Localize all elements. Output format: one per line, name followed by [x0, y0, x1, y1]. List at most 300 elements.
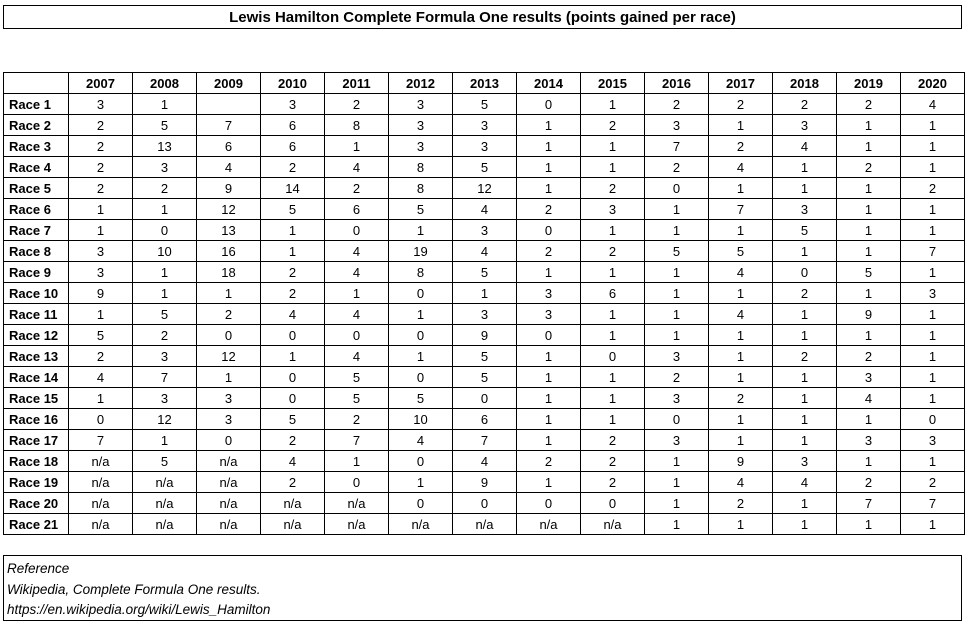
points-cell: 1: [517, 409, 581, 430]
points-cell: 3: [389, 136, 453, 157]
points-cell: 0: [197, 430, 261, 451]
points-cell: 1: [325, 451, 389, 472]
points-cell: 1: [901, 157, 965, 178]
points-cell: 0: [645, 178, 709, 199]
year-header: 2015: [581, 73, 645, 94]
points-cell: 10: [389, 409, 453, 430]
points-cell: 0: [133, 220, 197, 241]
points-cell: 1: [773, 493, 837, 514]
points-cell: 1: [645, 220, 709, 241]
points-cell: 1: [773, 430, 837, 451]
points-cell: 4: [389, 430, 453, 451]
points-cell: 0: [389, 493, 453, 514]
points-cell: 0: [389, 325, 453, 346]
points-cell: 5: [133, 451, 197, 472]
race-label: Race 9: [4, 262, 69, 283]
points-cell: 0: [389, 451, 453, 472]
points-cell: 1: [517, 157, 581, 178]
race-label: Race 5: [4, 178, 69, 199]
points-cell: 3: [389, 94, 453, 115]
points-cell: 2: [517, 451, 581, 472]
points-cell: 4: [773, 136, 837, 157]
points-cell: 9: [837, 304, 901, 325]
points-cell: 2: [261, 262, 325, 283]
points-cell: 2: [837, 94, 901, 115]
table-row: [4, 283, 965, 304]
points-cell: 1: [901, 220, 965, 241]
points-cell: 1: [197, 367, 261, 388]
points-cell: 1: [645, 325, 709, 346]
points-cell: 1: [517, 472, 581, 493]
points-cell: 2: [709, 136, 773, 157]
year-header: 2012: [389, 73, 453, 94]
points-cell: 5: [261, 199, 325, 220]
table-row: [4, 157, 965, 178]
year-header: 2014: [517, 73, 581, 94]
points-cell: 3: [453, 115, 517, 136]
points-cell: 2: [773, 346, 837, 367]
points-cell: 2: [325, 94, 389, 115]
points-cell: 3: [773, 199, 837, 220]
points-cell: 3: [69, 241, 133, 262]
points-cell: 16: [197, 241, 261, 262]
points-cell: 3: [133, 346, 197, 367]
points-cell: 1: [581, 136, 645, 157]
points-cell: 1: [581, 325, 645, 346]
points-cell: 1: [837, 283, 901, 304]
table-row: [4, 220, 965, 241]
points-cell: 1: [773, 325, 837, 346]
points-cell: 13: [197, 220, 261, 241]
points-cell: 2: [773, 283, 837, 304]
points-cell: 2: [709, 388, 773, 409]
points-cell: 1: [773, 178, 837, 199]
points-cell: 5: [645, 241, 709, 262]
points-cell: 13: [133, 136, 197, 157]
points-cell: 2: [581, 430, 645, 451]
points-cell: 3: [389, 115, 453, 136]
table-row: [4, 199, 965, 220]
points-cell: 2: [581, 241, 645, 262]
points-cell: 1: [581, 262, 645, 283]
points-cell: 8: [389, 262, 453, 283]
points-cell: 2: [197, 304, 261, 325]
points-cell: 4: [453, 451, 517, 472]
points-cell: 2: [517, 199, 581, 220]
table-row: [4, 430, 965, 451]
points-cell: n/a: [69, 451, 133, 472]
points-cell: 5: [69, 325, 133, 346]
points-cell: 1: [581, 220, 645, 241]
points-cell: n/a: [389, 514, 453, 535]
year-header: 2013: [453, 73, 517, 94]
points-cell: 1: [645, 451, 709, 472]
race-label: Race 17: [4, 430, 69, 451]
points-cell: 2: [325, 409, 389, 430]
points-cell: 2: [69, 178, 133, 199]
year-header: 2008: [133, 73, 197, 94]
points-cell: 6: [261, 136, 325, 157]
points-cell: 1: [517, 178, 581, 199]
table-row: [4, 241, 965, 262]
race-label: Race 2: [4, 115, 69, 136]
points-cell: 1: [901, 346, 965, 367]
points-cell: 0: [261, 325, 325, 346]
results-table: [3, 72, 965, 535]
points-cell: 0: [517, 325, 581, 346]
points-cell: 1: [901, 388, 965, 409]
points-cell: 2: [709, 94, 773, 115]
points-cell: 1: [197, 283, 261, 304]
points-cell: n/a: [133, 514, 197, 535]
points-cell: 3: [773, 115, 837, 136]
reference-box: [3, 555, 962, 621]
points-cell: 5: [773, 220, 837, 241]
points-cell: 1: [389, 472, 453, 493]
table-row: [4, 115, 965, 136]
points-cell: 1: [517, 136, 581, 157]
points-cell: 1: [901, 262, 965, 283]
points-cell: 1: [325, 283, 389, 304]
points-cell: 1: [69, 388, 133, 409]
points-cell: 1: [645, 262, 709, 283]
race-label: Race 12: [4, 325, 69, 346]
points-cell: 4: [901, 94, 965, 115]
points-cell: 0: [517, 493, 581, 514]
reference-heading: Reference: [7, 561, 70, 576]
points-cell: 4: [325, 262, 389, 283]
points-cell: 6: [325, 199, 389, 220]
points-cell: 5: [133, 304, 197, 325]
points-cell: 4: [709, 262, 773, 283]
table-row: [4, 262, 965, 283]
points-cell: 6: [581, 283, 645, 304]
points-cell: 5: [709, 241, 773, 262]
points-cell: 2: [517, 241, 581, 262]
page-title: [3, 5, 962, 29]
points-cell: 5: [389, 388, 453, 409]
points-cell: 4: [709, 304, 773, 325]
points-cell: 4: [261, 451, 325, 472]
points-cell: 4: [325, 304, 389, 325]
points-cell: 1: [773, 241, 837, 262]
points-cell: 4: [709, 472, 773, 493]
points-cell: 1: [133, 430, 197, 451]
points-cell: 1: [69, 199, 133, 220]
points-cell: 5: [261, 409, 325, 430]
points-cell: n/a: [69, 514, 133, 535]
points-cell: 1: [901, 325, 965, 346]
points-cell: 5: [325, 388, 389, 409]
points-cell: 3: [453, 136, 517, 157]
points-cell: 3: [837, 430, 901, 451]
points-cell: n/a: [69, 493, 133, 514]
points-cell: 1: [709, 115, 773, 136]
race-label: Race 7: [4, 220, 69, 241]
points-cell: 1: [133, 94, 197, 115]
points-cell: 19: [389, 241, 453, 262]
year-header: 2018: [773, 73, 837, 94]
race-label: Race 1: [4, 94, 69, 115]
points-cell: 5: [133, 115, 197, 136]
points-cell: 7: [69, 430, 133, 451]
points-cell: 3: [901, 283, 965, 304]
race-label: Race 11: [4, 304, 69, 325]
points-cell: 1: [837, 199, 901, 220]
points-cell: 10: [133, 241, 197, 262]
table-row: [4, 514, 965, 535]
points-cell: 14: [261, 178, 325, 199]
points-cell: 0: [645, 409, 709, 430]
points-cell: 1: [773, 409, 837, 430]
points-cell: 1: [773, 388, 837, 409]
table-row: [4, 346, 965, 367]
points-cell: 1: [581, 367, 645, 388]
points-cell: 7: [837, 493, 901, 514]
points-cell: 7: [453, 430, 517, 451]
points-cell: 1: [709, 430, 773, 451]
points-cell: n/a: [261, 493, 325, 514]
points-cell: 1: [837, 514, 901, 535]
points-cell: 1: [261, 241, 325, 262]
points-cell: n/a: [197, 514, 261, 535]
points-cell: 2: [261, 157, 325, 178]
race-label: Race 3: [4, 136, 69, 157]
points-cell: 1: [773, 514, 837, 535]
points-cell: 0: [197, 325, 261, 346]
points-cell: 1: [901, 136, 965, 157]
points-cell: 2: [837, 346, 901, 367]
points-cell: 3: [517, 283, 581, 304]
points-cell: 5: [453, 367, 517, 388]
points-cell: 2: [69, 136, 133, 157]
points-cell: 3: [581, 199, 645, 220]
points-cell: n/a: [133, 472, 197, 493]
points-cell: n/a: [197, 451, 261, 472]
points-cell: 4: [325, 157, 389, 178]
points-cell: 1: [389, 220, 453, 241]
points-cell: 1: [901, 115, 965, 136]
points-cell: 3: [133, 157, 197, 178]
points-cell: 1: [837, 325, 901, 346]
points-cell: 1: [133, 199, 197, 220]
points-cell: 1: [709, 178, 773, 199]
points-cell: 1: [581, 304, 645, 325]
table-row: [4, 325, 965, 346]
points-cell: 1: [837, 241, 901, 262]
points-cell: 9: [709, 451, 773, 472]
points-cell: 12: [453, 178, 517, 199]
points-cell: 1: [645, 472, 709, 493]
points-cell: 1: [901, 199, 965, 220]
points-cell: 2: [325, 178, 389, 199]
points-cell: 1: [837, 220, 901, 241]
table-row: [4, 451, 965, 472]
points-cell: 3: [645, 430, 709, 451]
points-cell: 1: [133, 262, 197, 283]
points-cell: 1: [837, 115, 901, 136]
points-cell: 1: [709, 367, 773, 388]
race-label: Race 13: [4, 346, 69, 367]
points-cell: 7: [901, 493, 965, 514]
points-cell: 3: [261, 94, 325, 115]
points-cell: 1: [901, 451, 965, 472]
points-cell: 1: [901, 367, 965, 388]
year-header: 2019: [837, 73, 901, 94]
points-cell: 18: [197, 262, 261, 283]
points-cell: 2: [261, 283, 325, 304]
table-row: [4, 136, 965, 157]
points-cell: 1: [645, 304, 709, 325]
points-cell: n/a: [581, 514, 645, 535]
points-cell: 1: [837, 409, 901, 430]
points-cell: 0: [261, 388, 325, 409]
year-header: 2009: [197, 73, 261, 94]
points-cell: 12: [197, 199, 261, 220]
points-cell: 0: [773, 262, 837, 283]
race-label: Race 4: [4, 157, 69, 178]
reference-source: Wikipedia, Complete Formula One results.: [7, 581, 261, 597]
points-cell: 4: [261, 304, 325, 325]
points-cell: 1: [709, 346, 773, 367]
points-cell: 1: [69, 220, 133, 241]
points-cell: 3: [645, 346, 709, 367]
points-cell: 5: [389, 199, 453, 220]
race-label: Race 14: [4, 367, 69, 388]
year-header: 2010: [261, 73, 325, 94]
points-cell: 3: [453, 220, 517, 241]
points-cell: 2: [133, 178, 197, 199]
points-cell: 3: [69, 262, 133, 283]
points-cell: 12: [133, 409, 197, 430]
points-cell: 5: [453, 262, 517, 283]
race-label: Race 18: [4, 451, 69, 472]
points-cell: 1: [517, 346, 581, 367]
points-cell: 1: [901, 304, 965, 325]
points-cell: 2: [581, 451, 645, 472]
table-row: [4, 178, 965, 199]
title-text: Lewis Hamilton Complete Formula One results (points gained per race): [229, 8, 736, 26]
points-cell: 1: [709, 283, 773, 304]
points-cell: 3: [69, 94, 133, 115]
points-cell: 3: [517, 304, 581, 325]
points-cell: 4: [197, 157, 261, 178]
points-cell: 4: [325, 241, 389, 262]
year-header: 2011: [325, 73, 389, 94]
points-cell: 2: [901, 178, 965, 199]
points-cell: 5: [325, 367, 389, 388]
points-cell: 3: [197, 409, 261, 430]
points-cell: 1: [581, 409, 645, 430]
points-cell: 1: [517, 388, 581, 409]
points-cell: 2: [69, 115, 133, 136]
points-cell: 0: [325, 472, 389, 493]
points-cell: 2: [261, 430, 325, 451]
points-cell: 1: [453, 283, 517, 304]
points-cell: 1: [581, 388, 645, 409]
points-cell: 2: [581, 178, 645, 199]
points-cell: 5: [837, 262, 901, 283]
points-cell: 1: [581, 157, 645, 178]
race-label: Race 8: [4, 241, 69, 262]
points-cell: 3: [901, 430, 965, 451]
points-cell: 1: [69, 304, 133, 325]
points-cell: 1: [645, 514, 709, 535]
points-cell: 1: [517, 115, 581, 136]
points-cell: 8: [389, 178, 453, 199]
race-label: Race 10: [4, 283, 69, 304]
points-cell: 5: [453, 346, 517, 367]
points-cell: 1: [901, 514, 965, 535]
points-cell: n/a: [325, 514, 389, 535]
points-cell: 4: [453, 199, 517, 220]
points-cell: 7: [133, 367, 197, 388]
points-cell: 1: [709, 325, 773, 346]
table-row: [4, 409, 965, 430]
points-cell: 0: [901, 409, 965, 430]
race-label: Race 16: [4, 409, 69, 430]
points-cell: 5: [453, 157, 517, 178]
points-cell: 9: [453, 472, 517, 493]
points-cell: 3: [453, 304, 517, 325]
points-cell: 3: [645, 115, 709, 136]
points-cell: 1: [261, 220, 325, 241]
table-row: [4, 94, 965, 115]
points-cell: 1: [517, 262, 581, 283]
race-label: Race 20: [4, 493, 69, 514]
reference-url: https://en.wikipedia.org/wiki/Lewis_Hamilton: [7, 602, 271, 617]
points-cell: 8: [389, 157, 453, 178]
race-label: Race 15: [4, 388, 69, 409]
points-cell: 2: [837, 472, 901, 493]
table-header-row: [4, 73, 965, 94]
points-cell: 2: [709, 493, 773, 514]
points-cell: 1: [517, 430, 581, 451]
points-cell: 0: [261, 367, 325, 388]
points-cell: 3: [133, 388, 197, 409]
points-cell: 4: [325, 346, 389, 367]
year-header: 2007: [69, 73, 133, 94]
points-cell: 0: [581, 346, 645, 367]
points-cell: 6: [261, 115, 325, 136]
points-cell: 7: [709, 199, 773, 220]
points-cell: 0: [325, 325, 389, 346]
points-cell: 1: [837, 451, 901, 472]
race-label: Race 19: [4, 472, 69, 493]
points-cell: 1: [773, 157, 837, 178]
points-cell: 2: [773, 94, 837, 115]
points-cell: 3: [773, 451, 837, 472]
table-row: [4, 304, 965, 325]
points-cell: 1: [261, 346, 325, 367]
points-cell: 1: [581, 94, 645, 115]
points-cell: 4: [773, 472, 837, 493]
points-cell: 4: [453, 241, 517, 262]
points-cell: 1: [709, 409, 773, 430]
points-cell: 3: [645, 388, 709, 409]
points-cell: 0: [389, 367, 453, 388]
points-cell: 1: [645, 493, 709, 514]
points-cell: n/a: [197, 493, 261, 514]
points-cell: 0: [453, 493, 517, 514]
year-header: 2020: [901, 73, 965, 94]
points-cell: 1: [517, 367, 581, 388]
points-cell: 3: [837, 367, 901, 388]
points-cell: 1: [645, 283, 709, 304]
points-cell: 1: [709, 514, 773, 535]
table-row: [4, 367, 965, 388]
corner-cell: [4, 73, 69, 94]
